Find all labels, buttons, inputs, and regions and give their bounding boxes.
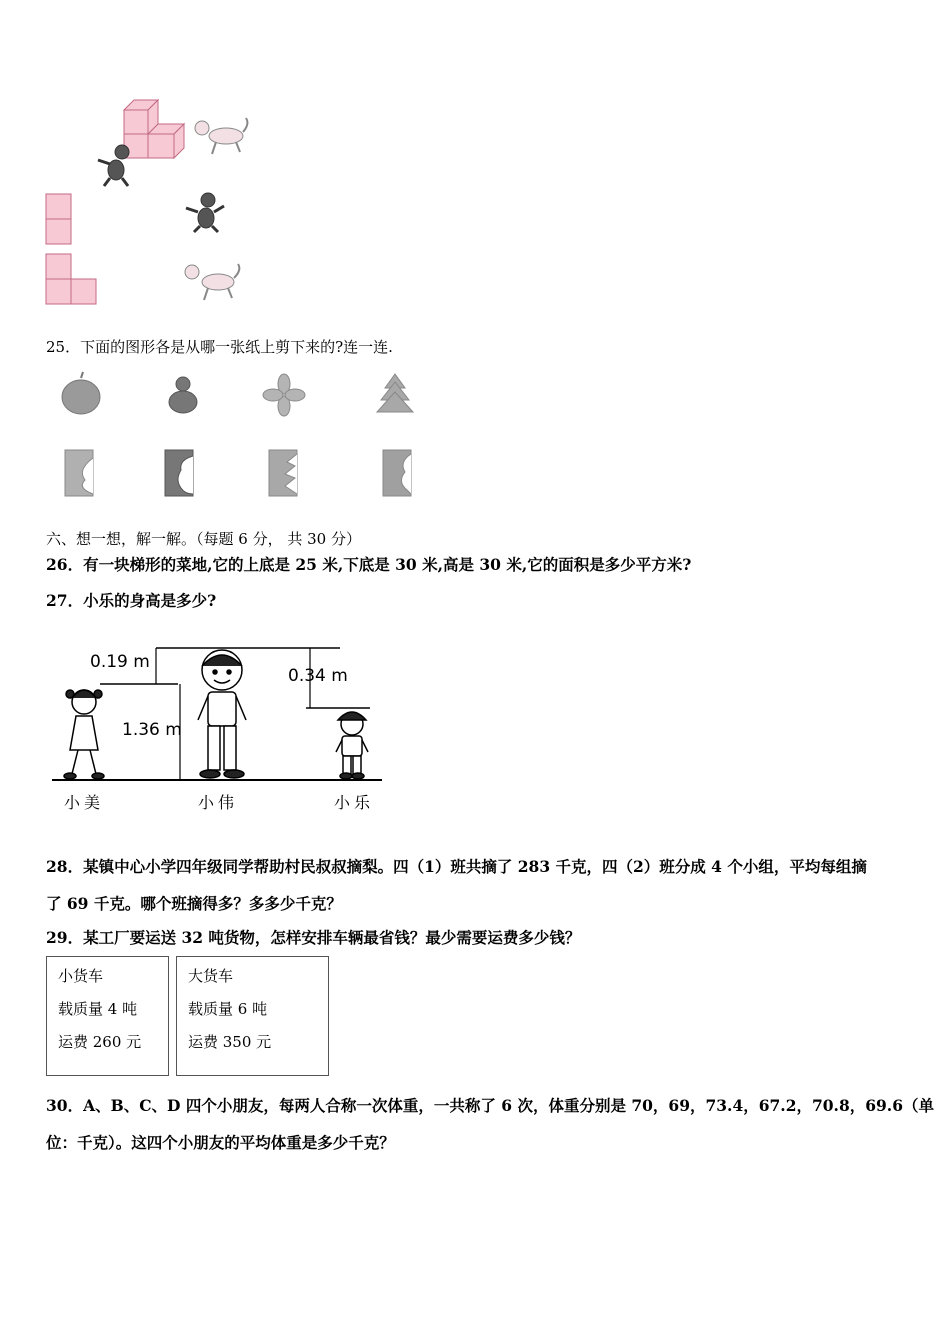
small-truck-capacity: 载质量 4 吨 [58, 1000, 138, 1018]
big-truck-capacity: 载质量 6 吨 [188, 1000, 268, 1018]
dog-icon [195, 118, 247, 154]
girl-figure-icon [64, 690, 104, 779]
height-figure [48, 640, 388, 820]
big-truck-cost: 运费 350 元 [188, 1033, 272, 1051]
monkey-icon [186, 193, 224, 232]
small-truck-cost: 运费 260 元 [58, 1033, 142, 1051]
small-truck-name: 小货车 [58, 967, 104, 985]
big-truck-card [176, 956, 329, 1076]
folded-paper-4-icon [383, 450, 411, 496]
dog-icon [185, 264, 239, 300]
label-0-34m: 0.34 m [288, 666, 348, 686]
cube-stack [124, 100, 184, 158]
small-truck-card [46, 956, 169, 1076]
apple-shape-icon [62, 372, 100, 414]
label-0-19m: 0.19 m [90, 652, 150, 672]
question-25: 25．下面的图形各是从哪一张纸上剪下来的?连一连. [46, 338, 393, 356]
view-shape-vertical [46, 194, 71, 244]
big-truck-name: 大货车 [188, 967, 234, 985]
name-xiaomei: 小美 [64, 793, 105, 812]
question-26: 26．有一块梯形的菜地,它的上底是 25 米,下底是 30 米,高是 30 米,它的面积是多少平方米? [46, 555, 692, 574]
cube-views-figure [40, 90, 270, 310]
question-29: 29．某工厂要运送 32 吨货物，怎样安排车辆最省钱？最少需要运费多少钱？ [46, 928, 581, 947]
folded-paper-1-icon [65, 450, 93, 496]
monkey-icon [98, 145, 129, 186]
folded-paper-2-icon [165, 450, 193, 496]
question-30-line2: 位：千克）。这四个小朋友的平均体重是多少千克？ [46, 1133, 395, 1152]
gourd-shape-icon [169, 377, 197, 413]
question-28-line2: 了 69 千克。哪个班摘得多？多多少千克？ [46, 894, 342, 913]
view-shape-l [46, 254, 96, 304]
label-1-36m: 1.36 m [122, 720, 182, 740]
question-27: 27．小乐的身高是多少? [46, 591, 217, 610]
flower-shape-icon [263, 374, 305, 416]
tree-shape-icon [377, 374, 413, 412]
cut-shapes-figure [55, 370, 425, 505]
tall-boy-figure-icon [198, 650, 246, 778]
question-28-line1: 28．某镇中心小学四年级同学帮助村民叔叔摘梨。四（1）班共摘了 283 千克，四（2）班分成 4 个小组，平均每组摘 [46, 857, 867, 876]
section-6-title: 六、想一想，解一解。（每题 6 分， 共 30 分） [46, 530, 361, 548]
question-30-line1: 30．A、B、C、D 四个小朋友，每两人合称一次体重，一共称了 6 次，体重分别是 70，69，73.4，67.2，70.8，69.6（单 [46, 1096, 934, 1115]
name-xiaowei: 小伟 [198, 793, 239, 812]
name-xiaole: 小乐 [334, 793, 375, 812]
folded-paper-3-icon [269, 450, 297, 496]
small-boy-figure-icon [336, 712, 368, 779]
